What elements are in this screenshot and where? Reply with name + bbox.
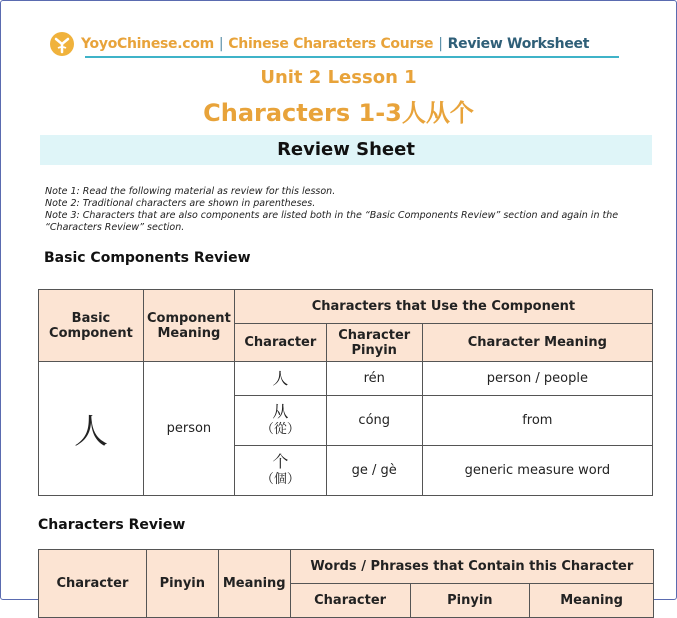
brand-course: Chinese Characters Course — [228, 36, 434, 52]
row-meaning: from — [422, 396, 652, 446]
row-meaning: person / people — [422, 362, 652, 396]
yoyo-logo-icon — [49, 31, 75, 57]
row-pinyin: rén — [326, 362, 422, 396]
component-character: 人 — [39, 362, 144, 496]
brand-header — [49, 31, 589, 57]
row-character-cell — [234, 446, 326, 496]
component-meaning: person — [143, 362, 234, 496]
brand-worksheet: Review Worksheet — [447, 36, 590, 52]
characters-review-heading: Characters Review — [38, 517, 186, 533]
note-2: Note 2: Traditional characters are shown in parentheses. — [45, 198, 316, 209]
header-meaning: Meaning — [218, 550, 290, 618]
note-3: Note 3: Characters that are also components are listed both in the “Basic Components Review” section and again in the “Characters Review” section. — [45, 210, 619, 233]
row-traditional: （從） — [260, 421, 300, 437]
brand-separator: | — [438, 36, 443, 52]
row-traditional: （個） — [260, 471, 300, 487]
header-rule — [85, 56, 619, 58]
basic-components-table — [38, 289, 653, 496]
characters-review-table — [38, 549, 654, 618]
note-1: Note 1: Read the following material as review for this lesson. — [45, 186, 336, 197]
header-sub-meaning: Meaning — [530, 584, 654, 618]
basic-components-heading: Basic Components Review — [44, 250, 251, 266]
row-character: 从 — [272, 401, 289, 421]
header-words-group: Words / Phrases that Contain this Character — [290, 550, 653, 584]
header-character-pinyin: Character Pinyin — [326, 324, 422, 362]
brand-separator: | — [218, 36, 224, 52]
header-sub-character: Character — [290, 584, 410, 618]
row-character: 个 — [272, 451, 289, 471]
row-pinyin: ge / gè — [326, 446, 422, 496]
header-component-meaning: Component Meaning — [143, 290, 234, 362]
row-meaning: generic measure word — [422, 446, 652, 496]
row-pinyin: cóng — [326, 396, 422, 446]
header-sub-pinyin: Pinyin — [410, 584, 530, 618]
row-character: 人 — [234, 362, 326, 396]
brand-site: YoyoChinese.com — [81, 36, 214, 52]
unit-title: Unit 2 Lesson 1 — [260, 67, 417, 88]
header-character: Character — [39, 550, 147, 618]
characters-title: Characters 1-3人从个 — [203, 99, 474, 127]
table-row — [39, 362, 653, 396]
notes-block — [45, 186, 645, 234]
header-characters-group: Characters that Use the Component — [234, 290, 652, 324]
review-sheet-banner: Review Sheet — [40, 135, 652, 165]
header-basic-component: Basic Component — [39, 290, 144, 362]
header-pinyin: Pinyin — [146, 550, 218, 618]
header-character: Character — [234, 324, 326, 362]
header-character-meaning: Character Meaning — [422, 324, 652, 362]
row-character-cell — [234, 396, 326, 446]
